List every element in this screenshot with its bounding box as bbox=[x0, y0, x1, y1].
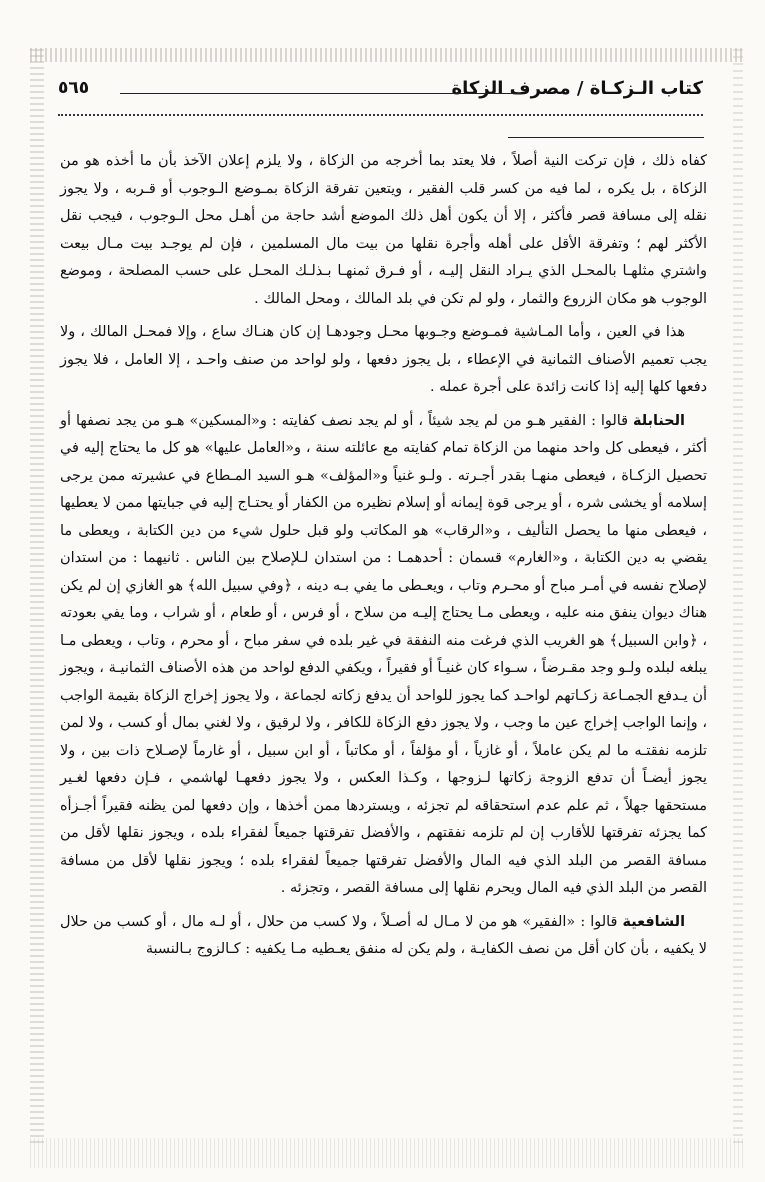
paragraph-2: هذا في العين ، وأما المـاشية فمـوضع وجـوبها محـل وجودهـا إن كان هنـاك ساع ، وإلا فمحـل المالك ، ولا يجب تعميم الأصناف الثمانية في الإعطاء ، بل يجوز دفعها ، ولو لواحد من صنف واحـد ، إلا العامل ، فلا يجوز دفعها كلها إليه إذا كانت زائدة على أجرة عمله . bbox=[60, 324, 707, 395]
paragraph-hanabila-text: قالوا : الفقير هـو من لم يجد شيئاً ، أو لم يجد نصف كفايته : و«المسكين» هـو من يجد نصفها أو أكثر ، فيعطى كل واحد منهما من الزكاة تمام كفايته مع عائلته سنة ، و«العامل عليها» هو كل ما يحتاج إليه في تحصيل الزكـاة ، فيعطى منهـا بقدر أجـرته . ولـو غنياً و«المؤلف» هـو السيد المـطاع في عشيرته ممن يرجى إسلامه أو يخشى شره ، أو يرجى قوة إيمانه أو إسلام نظيره من الكفار أو يحتـاج إليه في جبايتها ممن لا يعطيها ، فيعطى منها ما يحصل التأليف ، و«الرقاب» هو المكاتب ولو قبل حلول شيء من دين الكتابة ، ويعطى ما يقضي به دين الكتابة ، و«الغارم» قسمان : أحدهمـا : من استدان لـلإصلاح بين الناس . ثانيهما : من استدان لإصلاح نفسه في أمـر مباح أو محـرم وتاب ، ويعـطى ما يفي بـه دينه ، ﴿وفي سبيل الله﴾ هو الغازي إن لم يكن هناك ديوان ينفق منه عليه ، ويعطى مـا يحتاج إليـه من سلاح ، أو فرس ، أو طعام ، أو شراب ، وما يفي بعودته ، ﴿وابن السبيل﴾ هو الغريب الذي فرغت منه النفقة في غير بلده في سفر مباح ، أو محرم ، وتاب ، ويعطى مـا يبلغه لبلده ولـو وجد مقـرضاً ، سـواء كان غنيـاً أو فقيراً ، ويكفي الدفع لواحد من هذه الأصناف الثمانيـة ، ويجوز أن يـدفع الجمـاعة زكـاتهم لواحـد كما يجوز للواحد أن يدفع زكاته لجماعة ، ولا يجوز إخراج الزكاة بقيمة الواجب ، وإنما الواجب إخراج عين ما وجب ، ولا يجوز دفع الزكاة للكافر ، ولا لرقيق ، ولا لغني بمال أو كسب ، ولا لمن تلزمه نفقتـه ما لم يكن عاملاً ، أو غازياً ، أو مؤلفاً ، أو مكاتباً ، أو ابن سبيل ، أو غارماً لإصـلاح ذات بين ، ولا يجوز أيضـاً أن تدفع الزوجة زكاتها لـزوجها ، وكـذا العكس ، ولا يجوز دفعهـا لهاشمي ، فـإن دفعها لغـير مستحقها جهلاً ، ثم علم عدم استحقاقه لم تجزئه ، ويستردها ممن أخذها ، وإن دفعها لمن يظنه فقيراً أجـزأه كما يجزئه تفرقتها للأقارب إن لم تلزمه نفقتهم ، والأفضل تفرقتها جميعاً لفقراء بلده ، ويجوز نقلها لأقل من مسافة القصر من البلد الذي فيه المال والأفضل تفرقتها جميعاً لفقراء بلده ؛ ويجوز نقلها لأقل من مسافة القصر من البلد الذي فيه المال ويحرم نقلها إلى مسافة القصر ، وتجزئه . bbox=[60, 412, 707, 896]
madhhab-label-shafiiyya: الشافعية bbox=[622, 913, 685, 930]
paragraph-shafiiyya bbox=[60, 909, 707, 964]
page-ornament-right bbox=[733, 48, 743, 1143]
page-ornament-bottom bbox=[30, 1138, 743, 1168]
page-ornament-left bbox=[30, 48, 44, 1143]
paragraph-shafiiyya-text: قالوا : «الفقير» هو من لا مـال له أصـلاً ، ولا كسب من حلال ، أو لـه مال ، أو كسب من حلال لا يكفيه ، بأن كان أقل من نصف الكفايـة ، ولم يكن له منفق يعـطيه مـا يكفيه : كـالزوج بـالنسبة bbox=[60, 913, 707, 957]
paragraph-hanabila bbox=[60, 408, 707, 903]
footnote-rule bbox=[508, 137, 704, 138]
running-header bbox=[58, 78, 703, 108]
madhhab-label-hanabila: الحنابلة bbox=[633, 412, 685, 429]
paragraph-1: كفاه ذلك ، فإن تركت النية أصلاً ، فلا يعتد بما أخرجه من الزكاة ، ولا يلزم إعلان الآخذ بأن ما أخذه هو من الزكاة ، بل يكره ، لما فيه من كسر قلب الفقير ، ويتعين تفرقة الزكاة بمـوضع الـوجوب أو قـربه ، ولا يجوز نقله إلى مسافة قصر فأكثر ، إلا أن يكون أهل ذلك الموضع أشد حاجة من أهـل محل الـوجوب ، فيجب نقل الأكثر لهم ؛ وتفرقة الأقل على أهله وأجرة نقلها من بيت مال المسلمين ، فإن لم يوجـد بيت مـال بيعت واشتري مثلهـا بالمحـل الذي يـراد النقل إليـه ، أو فـرق ثمنهـا بـذلـك المحـل على حسب المصلحة ، وموضع الوجوب هو مكان الزروع والثمار ، ولو لم تكن في بلد المالك ، ومحل المالك . bbox=[60, 153, 707, 307]
page-number: ٥٦٥ bbox=[58, 78, 90, 98]
page-ornament-top bbox=[30, 48, 743, 62]
header-rule bbox=[120, 93, 521, 94]
page-body bbox=[60, 148, 707, 964]
chapter-title: كتاب الـزكـاة / مصرف الزكاة bbox=[451, 78, 703, 99]
dotted-separator bbox=[58, 114, 703, 116]
